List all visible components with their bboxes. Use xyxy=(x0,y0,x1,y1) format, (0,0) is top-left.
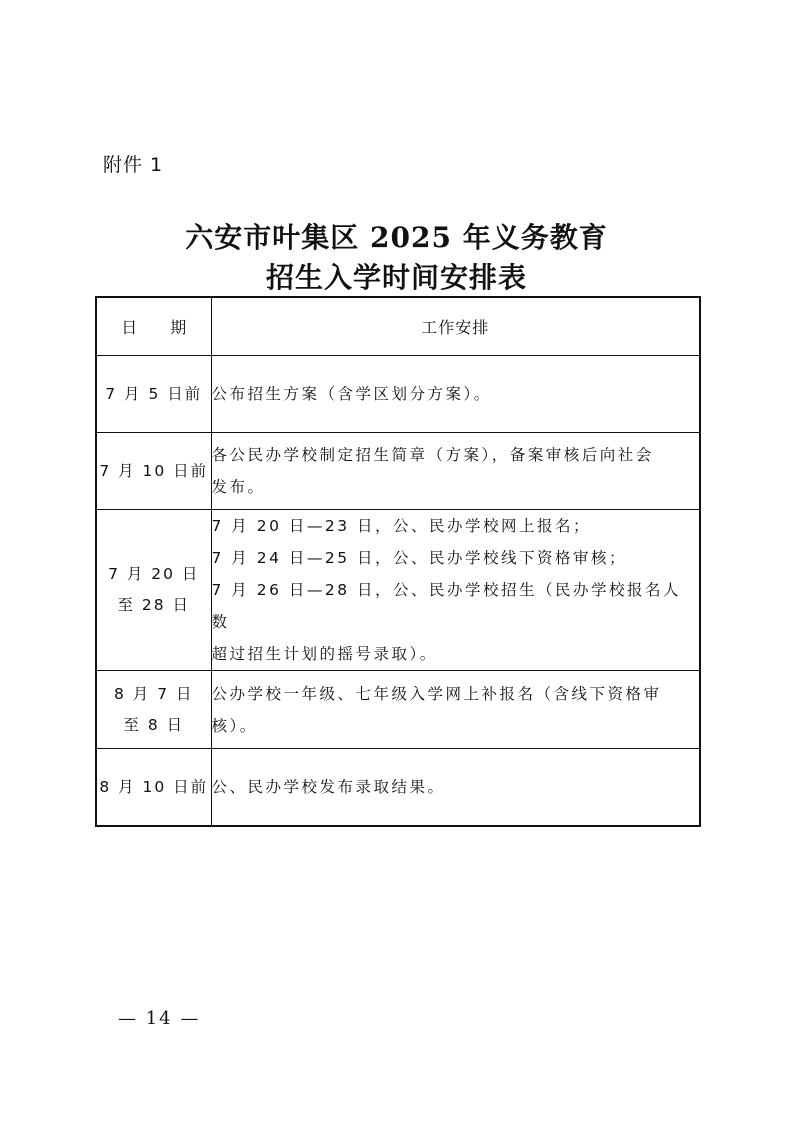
row-date-text: 7 月 5 日前 xyxy=(105,384,203,403)
title-line-1: 六安市叶集区 2025 年义务教育 xyxy=(185,221,608,254)
row-work-cell xyxy=(211,433,700,510)
row-work-text: 7 月 20 日—23 日，公、民办学校网上报名； xyxy=(211,517,592,535)
row-date-text: 8 月 10 日前 xyxy=(99,777,209,796)
row-date-text: 至 8 日 xyxy=(123,715,185,734)
row-work-text: 7 月 26 日—28 日，公、民办学校招生（民办学校报名人数 xyxy=(211,581,682,631)
table-row xyxy=(96,433,700,510)
row-date-text: 7 月 10 日前 xyxy=(99,461,209,480)
schedule-table xyxy=(95,296,701,827)
row-date-cell xyxy=(96,671,211,749)
title-line-2: 招生入学时间安排表 xyxy=(265,261,527,294)
row-date-cell xyxy=(96,433,211,510)
header-work: 工作安排 xyxy=(211,297,700,356)
row-date-cell xyxy=(96,749,211,827)
row-work-text: 发布。 xyxy=(211,478,266,496)
row-date-text: 8 月 7 日 xyxy=(113,684,194,703)
row-work-cell xyxy=(211,671,700,749)
table-row xyxy=(96,671,700,749)
row-work-text: 超过招生计划的摇号录取）。 xyxy=(211,645,438,663)
page-number: — 14 — xyxy=(118,1008,201,1029)
header-date: 日 期 xyxy=(96,297,211,356)
table-row xyxy=(96,510,700,671)
row-date-text: 7 月 20 日 xyxy=(108,565,200,583)
row-work-cell xyxy=(211,356,700,433)
row-date-cell xyxy=(96,356,211,433)
table-row xyxy=(96,356,700,433)
row-work-text: 核）。 xyxy=(211,716,258,735)
row-date-text: 至 28 日 xyxy=(117,596,191,614)
row-work-text: 公办学校一年级、七年级入学网上补报名（含线下资格审 xyxy=(211,684,662,703)
document-title xyxy=(0,218,793,298)
table-row xyxy=(96,749,700,827)
attachment-label: 附件 1 xyxy=(103,154,164,176)
row-work-cell xyxy=(211,749,700,827)
row-work-text: 公、民办学校发布录取结果。 xyxy=(211,778,446,796)
row-date-cell xyxy=(96,510,211,671)
row-work-text: 公布招生方案（含学区划分方案）。 xyxy=(211,385,492,403)
row-work-text: 7 月 24 日—25 日，公、民办学校线下资格审核； xyxy=(211,549,628,567)
row-work-cell xyxy=(211,510,700,671)
row-work-text: 各公民办学校制定招生简章（方案），备案审核后向社会 xyxy=(211,446,654,464)
table-header-row xyxy=(96,297,700,356)
